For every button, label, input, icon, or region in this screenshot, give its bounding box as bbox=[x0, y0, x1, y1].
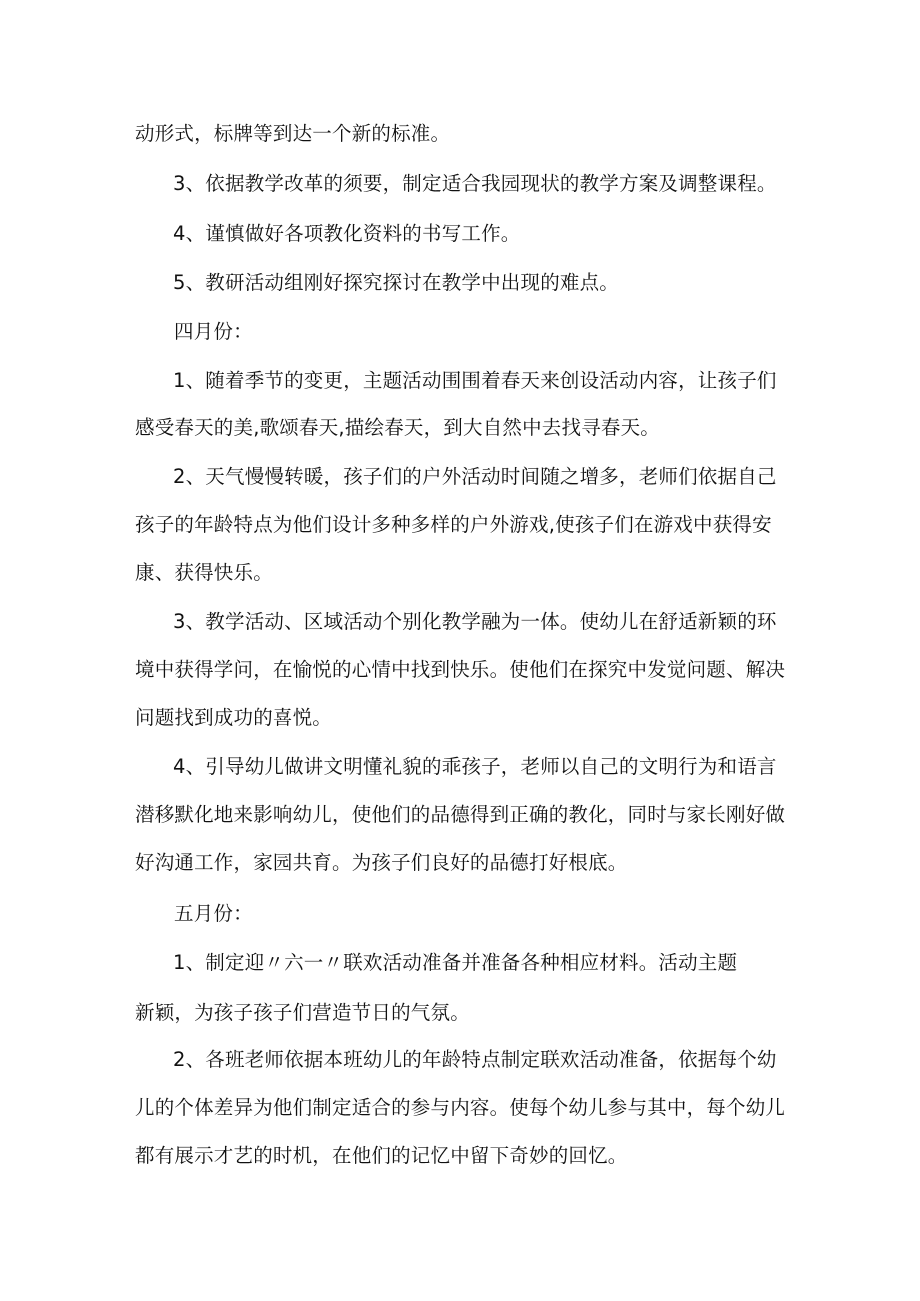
text-line: 动形式，标牌等到达一个新的标准。 bbox=[135, 122, 451, 145]
list-item-may-1: 1、制定迎〃六一〃联欢活动准备并准备各种相应材料。活动主题 bbox=[173, 951, 738, 974]
list-item-4: 4、谨慎做好各项教化资料的书写工作。 bbox=[173, 222, 521, 245]
list-item-april-3: 3、教学活动、区域活动个别化教学融为一体。使幼儿在舒适新颖的环 bbox=[173, 610, 777, 633]
section-heading-may: 五月份： bbox=[174, 902, 253, 925]
list-item-april-2: 2、天气慢慢转暖，孩子们的户外活动时间随之增多，老师们依据自己 bbox=[173, 465, 777, 488]
text-line: 康、获得快乐。 bbox=[135, 561, 273, 584]
text-line: 问题找到成功的喜悦。 bbox=[135, 706, 333, 729]
text-line: 新颖，为孩子孩子们营造节日的气氛。 bbox=[135, 1001, 470, 1024]
text-line: 都有展示才艺的时机，在他们的记忆中留下奇妙的回忆。 bbox=[135, 1144, 628, 1167]
text-line: 潜移默化地来影响幼儿，使他们的品德得到正确的教化，同时与家长刚好做 bbox=[135, 803, 786, 826]
list-item-april-1: 1、随着季节的变更，主题活动围围着春天来创设活动内容，让孩子们 bbox=[173, 369, 777, 392]
text-line: 感受春天的美,歌颂春天,描绘春天，到大自然中去找寻春天。 bbox=[135, 416, 660, 439]
text-line: 孩子的年龄特点为他们设计多种多样的户外游戏,使孩子们在游戏中获得安 bbox=[135, 513, 772, 536]
list-item-5: 5、教研活动组刚好探究探讨在教学中出现的难点。 bbox=[173, 271, 620, 294]
list-item-may-2: 2、各班老师依据本班幼儿的年龄特点制定联欢活动准备，依据每个幼 bbox=[173, 1048, 777, 1071]
list-item-3: 3、依据教学改革的须要，制定适合我园现状的教学方案及调整课程。 bbox=[173, 172, 777, 195]
text-line: 儿的个体差异为他们制定适合的参与内容。使每个幼儿参与其中，每个幼儿 bbox=[135, 1096, 786, 1119]
text-line: 好沟通工作，家园共育。为孩子们良好的品德打好根底。 bbox=[135, 851, 628, 874]
text-line: 境中获得学问，在愉悦的心情中找到快乐。使他们在探究中发觉问题、解决 bbox=[135, 658, 786, 681]
section-heading-april: 四月份： bbox=[174, 320, 253, 343]
list-item-april-4: 4、引导幼儿做讲文明懂礼貌的乖孩子，老师以自己的文明行为和语言 bbox=[173, 755, 777, 778]
